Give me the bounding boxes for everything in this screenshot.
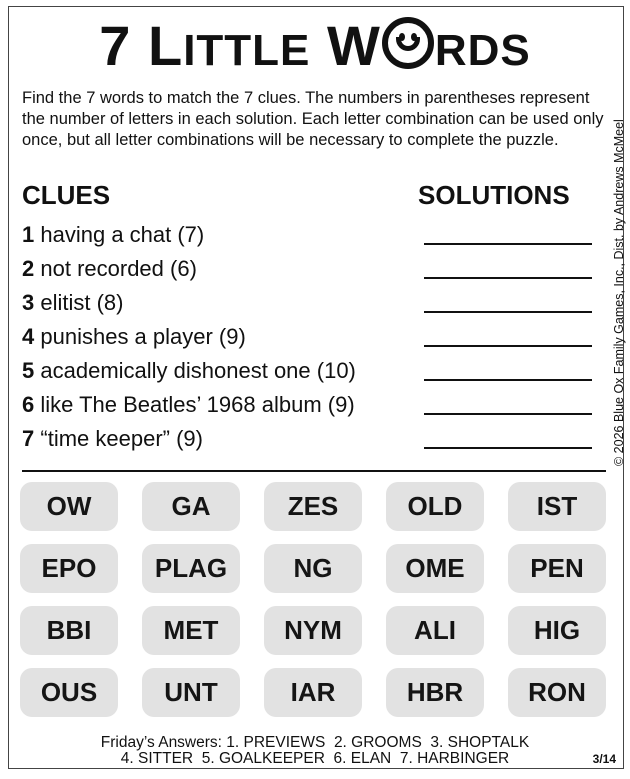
clue-number: 6 (22, 392, 35, 417)
title-part2: ITTLE (183, 26, 311, 75)
title-part3: W (326, 14, 381, 77)
solutions-header: SOLUTIONS (418, 180, 570, 210)
letter-tile[interactable]: EPO (20, 544, 118, 593)
clue-number: 5 (22, 358, 35, 383)
clue-number: 7 (22, 426, 35, 451)
solution-blank[interactable] (424, 447, 592, 449)
answers-line-2: 4. SITTER 5. GOALKEEPER 6. ELAN 7. HARBINGER (120, 750, 510, 767)
letter-tile-grid (20, 482, 610, 717)
title-part1: 7 L (99, 14, 184, 77)
clue-item (22, 220, 592, 254)
letter-tile[interactable]: HBR (386, 668, 484, 717)
letter-tile[interactable]: MET (142, 606, 240, 655)
letter-tile[interactable]: UNT (142, 668, 240, 717)
answers-line-1: Friday’s Answers: 1. PREVIEWS 2. GROOMS 3. SHOPTALK (100, 734, 530, 751)
clue-text: punishes a player (9) (40, 324, 246, 349)
clue-text: like The Beatles’ 1968 album (9) (40, 392, 355, 417)
letter-tile[interactable]: GA (142, 482, 240, 531)
copyright-credit: © 2026 Blue Ox Family Games, Inc., Dist. by Andrews McMeel (612, 119, 626, 466)
solution-blank[interactable] (424, 277, 592, 279)
title-part4: RDS (434, 26, 531, 75)
clue-item (22, 322, 592, 356)
solution-blank[interactable] (424, 413, 592, 415)
clue-text: not recorded (6) (40, 256, 197, 281)
solution-blank[interactable] (424, 311, 592, 313)
clue-number: 1 (22, 222, 35, 247)
clue-item (22, 254, 592, 288)
instructions: Find the 7 words to match the 7 clues. The numbers in parentheses represent the number of letters in each solution. Each letter combination can be used only once, but all letter combinations will be necessary to complete the puzzle. (22, 89, 604, 149)
letter-tile[interactable]: NG (264, 544, 362, 593)
letter-tile[interactable]: OME (386, 544, 484, 593)
clue-item (22, 390, 592, 424)
letter-tile[interactable]: IAR (264, 668, 362, 717)
letter-tile[interactable]: PLAG (142, 544, 240, 593)
letter-tile[interactable]: OW (20, 482, 118, 531)
letter-tile[interactable]: PEN (508, 544, 606, 593)
letter-tile[interactable]: OLD (386, 482, 484, 531)
clue-item (22, 288, 592, 322)
solution-blank[interactable] (424, 345, 592, 347)
clues-header: CLUES (22, 180, 111, 210)
letter-tile[interactable]: BBI (20, 606, 118, 655)
clue-item (22, 424, 592, 458)
divider (22, 470, 606, 472)
solution-blank[interactable] (424, 243, 592, 245)
puzzle-title (0, 14, 630, 83)
letter-tile[interactable]: HIG (508, 606, 606, 655)
clue-item (22, 356, 592, 390)
clue-text: academically dishonest one (10) (40, 358, 356, 383)
letter-tile[interactable]: ALI (386, 606, 484, 655)
clue-number: 2 (22, 256, 35, 281)
letter-tile[interactable]: NYM (264, 606, 362, 655)
clue-list (22, 220, 592, 458)
letter-tile[interactable]: OUS (20, 668, 118, 717)
letter-tile[interactable]: ZES (264, 482, 362, 531)
puzzle-date: 3/14 (592, 752, 616, 766)
clue-number: 4 (22, 324, 35, 349)
letter-tile[interactable]: RON (508, 668, 606, 717)
previous-answers (0, 735, 630, 767)
solution-blank[interactable] (424, 379, 592, 381)
clue-text: having a chat (7) (40, 222, 205, 247)
letter-tile[interactable]: IST (508, 482, 606, 531)
smiley-o-icon (382, 17, 434, 69)
clue-text: elitist (8) (40, 290, 124, 315)
clue-number: 3 (22, 290, 35, 315)
clue-text: “time keeper” (9) (40, 426, 203, 451)
